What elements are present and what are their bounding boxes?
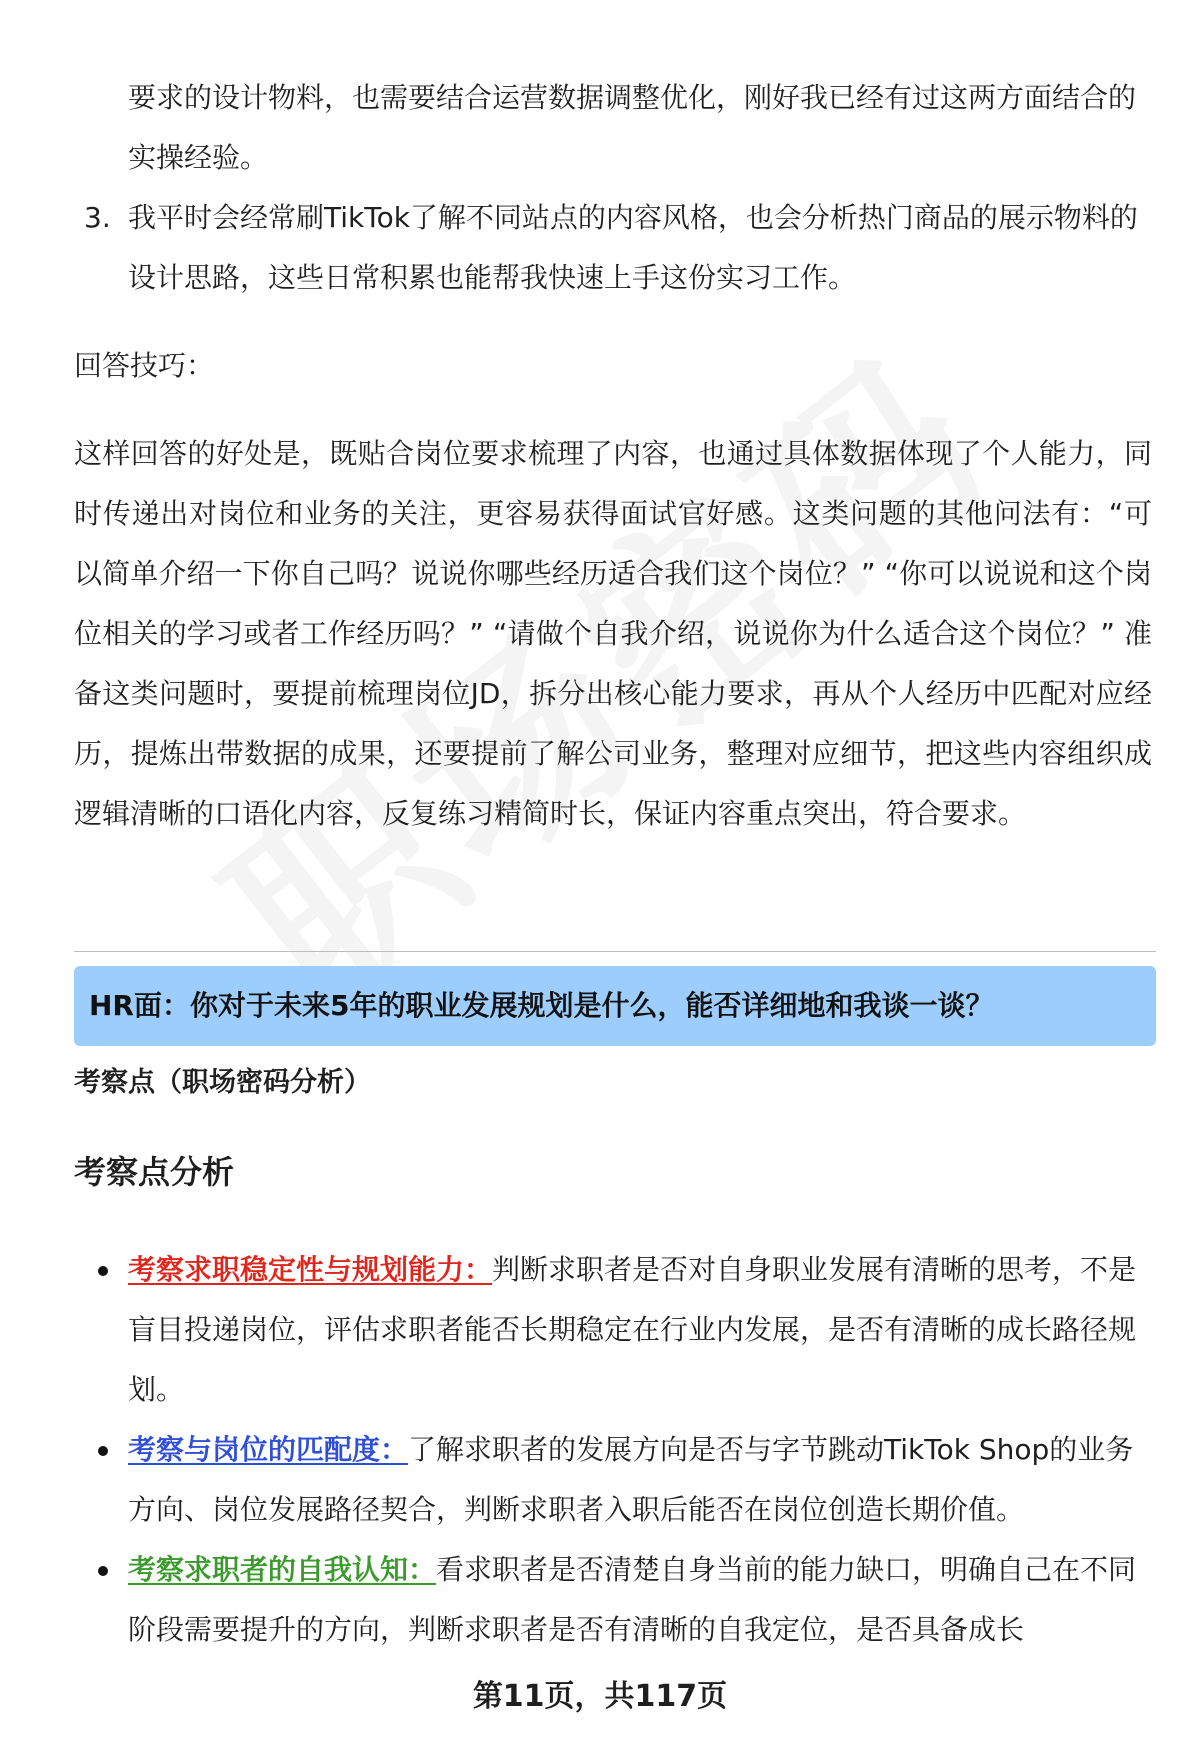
numbered-list bbox=[74, 68, 1150, 308]
bullet-item bbox=[74, 1540, 1152, 1660]
list-item-continued bbox=[74, 68, 1150, 188]
bullet-title: 考察与岗位的匹配度： bbox=[128, 1433, 409, 1466]
list-item-3 bbox=[74, 188, 1150, 308]
bullet-title: 考察求职者的自我认知： bbox=[128, 1553, 437, 1586]
bullet-item bbox=[74, 1240, 1152, 1420]
bullet-item bbox=[74, 1420, 1152, 1540]
analysis-bullet-list bbox=[74, 1240, 1152, 1660]
answer-tips-paragraph: 这样回答的好处是，既贴合岗位要求梳理了内容，也通过具体数据体现了个人能力，同时传递出对岗位和业务的关注，更容易获得面试官好感。这类问题的其他问法有：“可以简单介绍一下你自己吗？说说你哪些经历适合我们这个岗位？” “你可以说说和这个岗位相关的学习或者工作经历吗？” “请做个自我介绍，说说你为什么适合这个岗位？” 准备这类问题时，要提前梳理岗位JD，拆分出核心能力要求，再从个人经历中匹配对应经历，提炼出带数据的成果，还要提前了解公司业务，整理对应细节，把这些内容组织成逻辑清晰的口语化内容，反复练习精简时长，保证内容重点突出，符合要求。 bbox=[74, 437, 1152, 830]
bullet-dot-icon bbox=[98, 1266, 108, 1276]
subheading: 考察点（职场密码分析） bbox=[74, 1067, 371, 1098]
page-footer: 第11页，共117页 bbox=[472, 1679, 728, 1714]
bullet-dot-icon bbox=[98, 1566, 108, 1576]
list-item-text: 要求的设计物料，也需要结合运营数据调整优化，刚好我已经有过这两方面结合的实操经验。 bbox=[128, 81, 1137, 174]
answer-tips-label: 回答技巧： bbox=[74, 349, 215, 382]
bullet-title: 考察求职稳定性与规划能力： bbox=[128, 1253, 493, 1286]
question-text: HR面：你对于未来5年的职业发展规划是什么，能否详细地和我谈一谈？ bbox=[89, 989, 994, 1022]
analysis-heading: 考察点分析 bbox=[74, 1153, 235, 1191]
bullet-text: 了解求职者的发展方向是否与字节跳动TikTok Shop的业务方向、岗位发展路径契合，判断求职者入职后能否在岗位创造长期价值。 bbox=[128, 1433, 1134, 1526]
section-divider bbox=[74, 951, 1156, 952]
list-number: 3. bbox=[84, 201, 111, 234]
bullet-dot-icon bbox=[98, 1446, 108, 1456]
bullet-text: 判断求职者是否对自身职业发展有清晰的思考，不是盲目投递岗位，评估求职者能否长期稳定在行业内发展，是否有清晰的成长路径规划。 bbox=[128, 1253, 1137, 1406]
bullet-text: 看求职者是否清楚自身当前的能力缺口，明确自己在不同阶段需要提升的方向，判断求职者是否有清晰的自我定位，是否具备成长 bbox=[128, 1553, 1137, 1646]
list-item-text: 我平时会经常刷TikTok了解不同站点的内容风格，也会分析热门商品的展示物料的设计思路，这些日常积累也能帮我快速上手这份实习工作。 bbox=[128, 201, 1138, 294]
question-box bbox=[74, 966, 1156, 1046]
